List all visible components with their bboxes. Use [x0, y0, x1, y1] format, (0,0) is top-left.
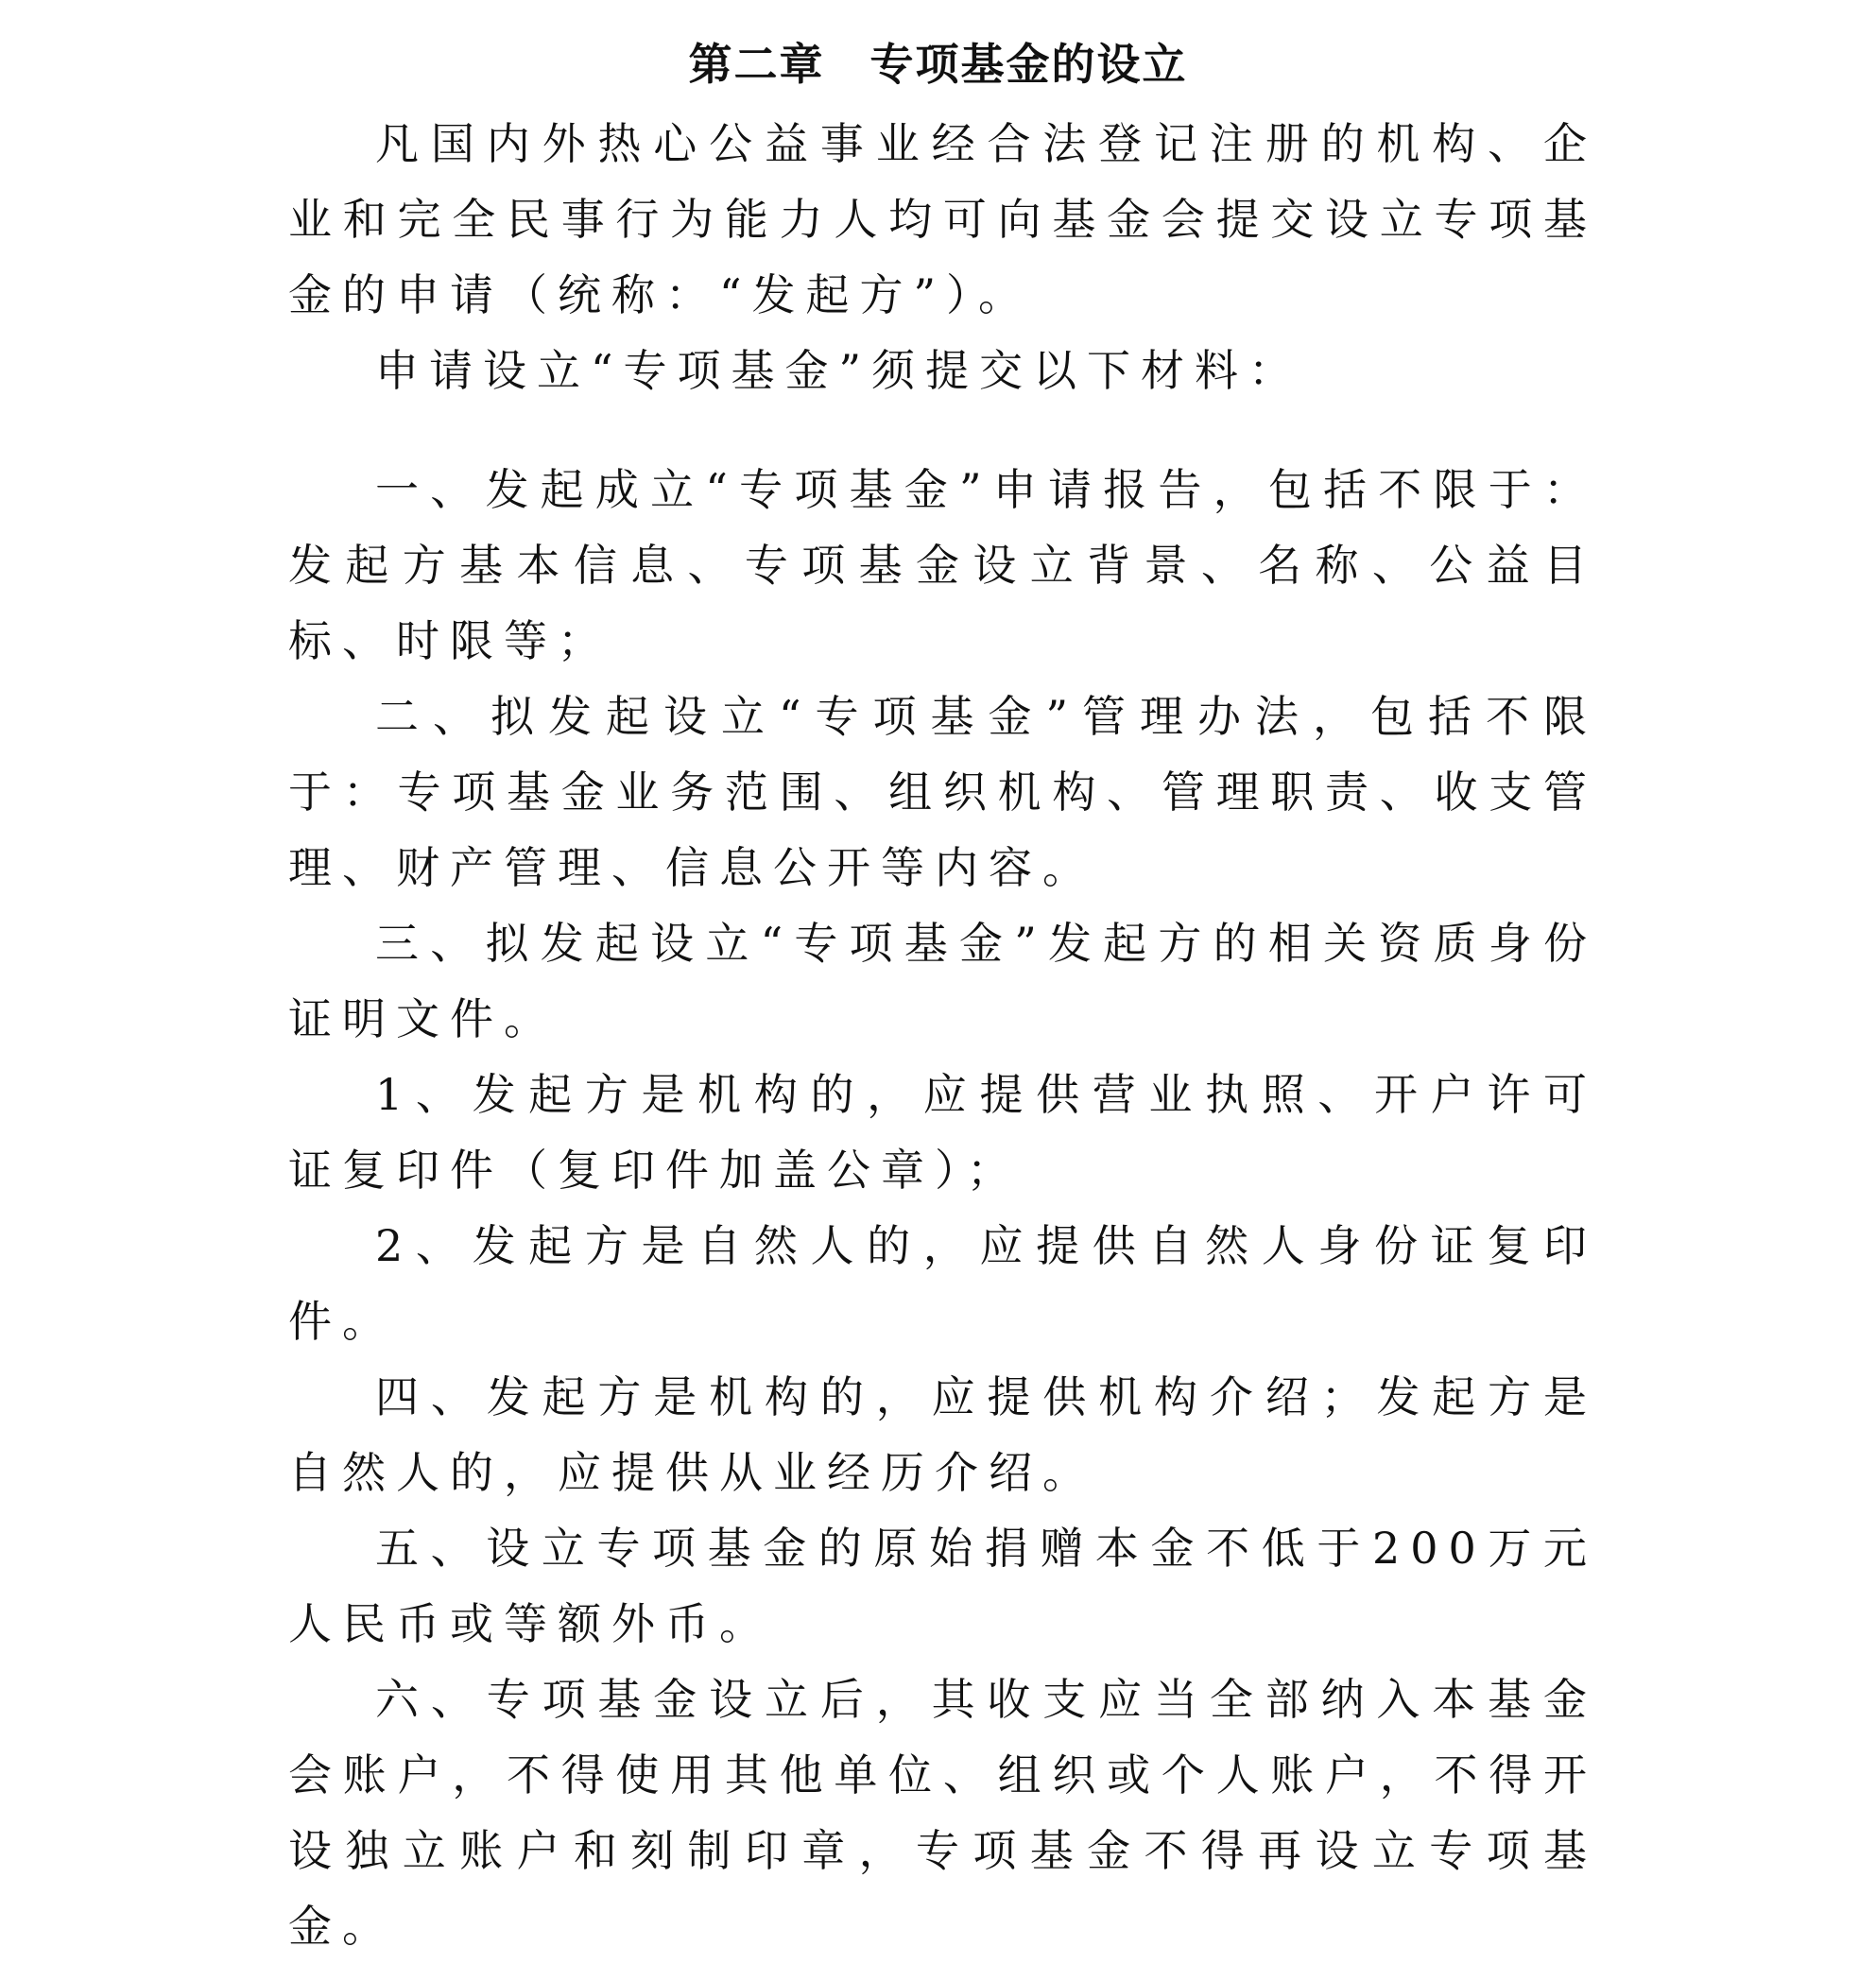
paragraph-item-2: 二、拟发起设立“专项基金”管理办法，包括不限于：专项基金业务范围、组织机构、管理职责、收支管理、财产管理、信息公开等内容。 — [288, 691, 1597, 893]
paragraph-item-6: 六、专项基金设立后，其收支应当全部纳入本基金会账户，不得使用其他单位、组织或个人账户，不得开设独立账户和刻制印章，专项基金不得再设立专项基金。 — [288, 1674, 1597, 1952]
paragraph-intro: 凡国内外热心公益事业经合法登记注册的机构、企业和完全民事行为能力人均可向基金会提交设立专项基金的申请（统称：“发起方”）。 — [288, 118, 1597, 320]
document-body — [288, 106, 1597, 1964]
paragraph-item-5: 五、设立专项基金的原始捐赠本金不低于200万元人民币或等额外币。 — [288, 1523, 1597, 1649]
paragraph-item-4: 四、发起方是机构的，应提供机构介绍；发起方是自然人的，应提供从业经历介绍。 — [288, 1371, 1597, 1498]
paragraph-item-3: 三、拟发起设立“专项基金”发起方的相关资质身份证明文件。 — [288, 918, 1597, 1044]
paragraph-item-1: 一、发起成立“专项基金”申请报告，包括不限于：发起方基本信息、专项基金设立背景、名称、公益目标、时限等； — [288, 464, 1597, 666]
paragraph-item-3-sub-2: 2、发起方是自然人的，应提供自然人身份证复印件。 — [288, 1220, 1597, 1347]
paragraph-item-3-sub-1: 1、发起方是机构的，应提供营业执照、开户许可证复印件（复印件加盖公章）； — [288, 1069, 1597, 1196]
paragraph-materials-heading: 申请设立“专项基金”须提交以下材料： — [375, 345, 1303, 396]
chapter-title: 第二章 专项基金的设立 — [688, 39, 1188, 90]
